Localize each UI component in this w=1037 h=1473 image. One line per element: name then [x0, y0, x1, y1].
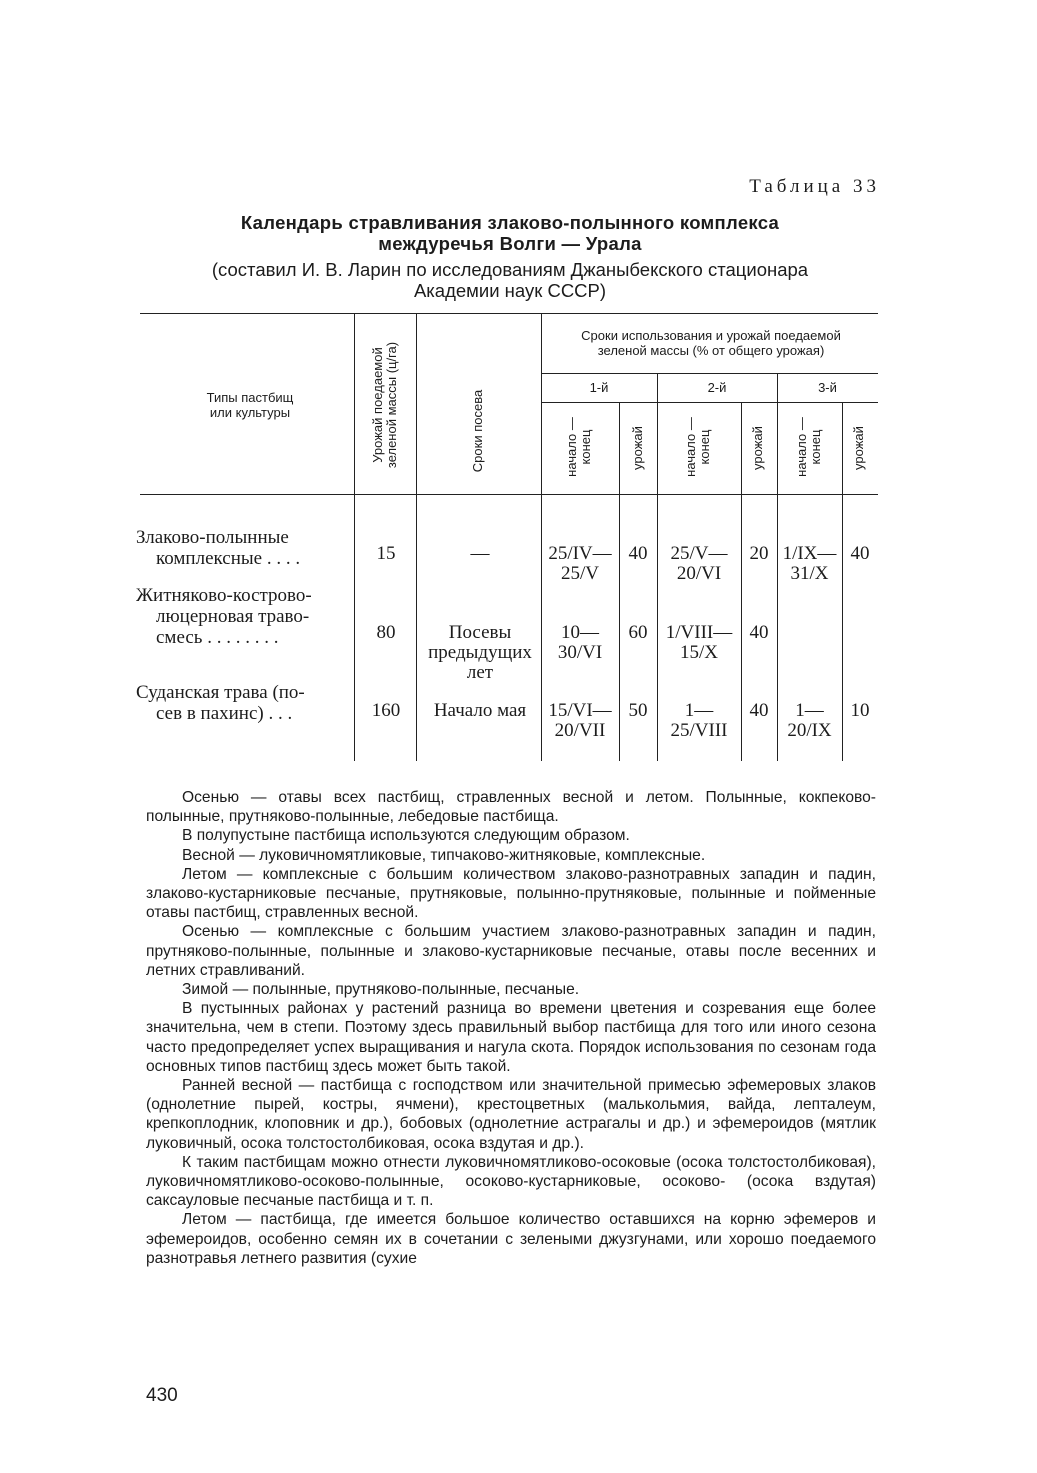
row-cycle-pct: 10	[850, 700, 870, 721]
table-header-rule	[140, 494, 878, 495]
row-cycle-dates	[541, 701, 619, 741]
header-start-end-line: конец	[578, 429, 593, 465]
table-subtitle	[140, 259, 880, 301]
table-label: Таблица 33	[749, 176, 880, 197]
row-type-line: Житняково-кострово-	[136, 585, 312, 606]
table-row-type	[136, 585, 348, 648]
page-number: 430	[146, 1385, 178, 1406]
row-sowing	[418, 544, 542, 564]
row-sowing	[418, 701, 542, 721]
body-text	[146, 788, 876, 1268]
row-type-line: люцерновая траво-	[156, 606, 310, 627]
table-title-line: Календарь стравливания злаково-полынного комплекса	[240, 212, 780, 233]
table-subtitle-line: (составил И. В. Ларин по исследованиям Джаныбекского стационара	[211, 259, 809, 280]
table-subtitle-line: Академии наук СССР)	[413, 280, 607, 301]
row-cycle-dates	[777, 701, 842, 741]
paragraph: Летом — комплексные с большим количеством злаково-разнотравных западин и падин, злаково-кустарниковые песчаные, прутняковые, полынно-прутняковые, полынные и пойменные отавы пастбищ, стравленных весной.	[146, 865, 876, 922]
row-type-line: комплексные . . . .	[156, 548, 301, 569]
row-yield: 160	[371, 700, 401, 721]
row-sowing-line: Начало мая	[433, 700, 527, 721]
row-date-line: 20/VII	[554, 720, 606, 741]
row-date-line: 25/V	[561, 563, 599, 584]
header-start-end-line: начало —	[683, 417, 698, 477]
row-sowing	[418, 623, 542, 683]
cycle-rule	[541, 373, 878, 374]
header-terms-line: зеленой массы (% от общего урожая)	[597, 343, 825, 358]
row-cycle-dates	[657, 544, 741, 584]
table-title	[140, 212, 880, 254]
table-top-rule	[140, 313, 878, 314]
row-date-line: 1—	[795, 700, 824, 721]
header-start-end	[684, 392, 714, 502]
header-yield	[371, 320, 403, 490]
paragraph: В полупустыне пастбища используются следующим образом.	[182, 827, 630, 845]
header-cycle-2: 2-й	[707, 380, 727, 395]
row-cycle-dates	[777, 544, 842, 584]
row-date-line: 25/V—	[670, 543, 728, 564]
header-yield-pct: урожай	[630, 426, 645, 470]
paragraph: Весной — луковичномятликовые, типчаково-житняковые, комплексные.	[182, 846, 706, 864]
header-sowing: Сроки посева	[470, 389, 485, 473]
row-type-line: Злаково-полынные	[136, 527, 289, 548]
paragraph: В пустынных районах у растений разница во времени цветения и созревания еще более значительна, чем в степи. Поэтому здесь правильный выбор пастбища для того или иного сезона часто предопределяет успех выращивания и нагула скота. Порядок использования по сезонам года основных типов пастбищ здесь может быть такой.	[146, 1000, 876, 1075]
header-cycle-1: 1-й	[589, 380, 609, 395]
header-types-line: или культуры	[209, 405, 291, 420]
row-date-line: 10—	[561, 622, 599, 643]
col-divider	[416, 313, 417, 761]
header-start-end-line: конец	[808, 429, 823, 465]
row-type-line: смесь . . . . . . . .	[156, 627, 279, 648]
paragraph: Осенью — отавы всех пастбищ, стравленных весной и летом. Полынные, кокпеково-полынные, прутняково-полынные, лебедовые пастбища.	[146, 789, 876, 826]
paragraph: Осенью — комплексные с большим участием злаково-разнотравных западин и падин, прутняково-полынные, полынные и злаково-кустарниковые песчаные, отавы после весенних и летних стравливаний.	[146, 923, 876, 979]
table-row-type	[136, 527, 348, 569]
header-start-end-line: начало —	[794, 417, 809, 477]
row-cycle-dates	[541, 623, 619, 663]
row-cycle-pct: 40	[749, 700, 769, 721]
row-cycle-dates	[657, 623, 741, 663]
row-date-line: 31/X	[790, 563, 829, 584]
col-divider	[354, 313, 355, 761]
row-cycle-pct: 20	[749, 543, 769, 564]
header-types-line: Типы пастбищ	[206, 390, 294, 405]
row-date-line: 25/VIII	[670, 720, 728, 741]
table-row-type	[136, 682, 348, 724]
row-yield: 15	[376, 543, 396, 564]
header-start-end-line: конец	[697, 429, 712, 465]
row-date-line: 20/VI	[676, 563, 722, 584]
paragraph: Ранней весной — пастбища с господством или значительной примесью эфемеровых злаков (однолетние пырей, костры, ячмени), крестоцветных (малькольмия, вайда, лепталеум, крепкоплодник, клоповник и др.), бобовых (однолетние астрагалы и др.) и эфемероидов (мятлик луковичный, осока толстостолбиковая, осока вздутая и др.).	[146, 1077, 876, 1152]
header-yield-line: зеленой массы (ц/га)	[384, 341, 399, 469]
row-cycle-dates	[541, 544, 619, 584]
row-cycle-pct: 40	[628, 543, 648, 564]
paragraph: Зимой — полынные, прутняково-полынные, песчаные.	[182, 981, 580, 999]
row-type-line: сев в пахинс) . . .	[156, 703, 293, 724]
header-terms-line: Сроки использования и урожай поедаемой	[581, 328, 841, 343]
row-date-line: 20/IX	[787, 720, 832, 741]
row-date-line: 15/X	[680, 642, 718, 663]
row-cycle-pct: 50	[628, 700, 648, 721]
header-yield-line: Урожай поедаемой	[370, 347, 385, 463]
header-terms	[543, 328, 879, 358]
row-sowing-line: предыдущих	[428, 642, 532, 663]
row-yield: 80	[376, 622, 396, 643]
row-sowing-line: —	[470, 543, 490, 564]
row-cycle-pct: 40	[850, 543, 870, 564]
row-sowing-line: лет	[466, 662, 494, 683]
row-date-line: 1—	[684, 700, 714, 721]
row-date-line: 25/IV—	[548, 543, 612, 564]
header-yield-pct: урожай	[851, 426, 866, 470]
row-date-line: 1/IX—	[782, 543, 837, 564]
header-types	[150, 390, 350, 420]
row-date-line: 1/VIII—	[665, 622, 733, 643]
table-title-line: междуречья Волги — Урала	[378, 233, 642, 254]
header-yield-pct: урожай	[750, 426, 765, 470]
header-start-end-line: начало —	[564, 417, 579, 477]
header-start-end	[795, 392, 825, 502]
row-date-line: 15/VI—	[548, 700, 612, 721]
row-date-line: 30/VI	[557, 642, 603, 663]
header-start-end	[565, 392, 595, 502]
paragraph: К таким пастбищам можно отнести луковичномятликово-осоковые (осока толстостолбиковая), луковичномятликово-осоково-полынные, осоково-кустарниковые, осоково- (осока вздутая) саксауловые песчаные пастбища и т. п.	[146, 1153, 876, 1210]
row-type-line: Суданская трава (по-	[136, 682, 305, 703]
row-sowing-line: Посевы	[448, 622, 512, 643]
paragraph: Летом — пастбища, где имеется большое количество оставшихся на корню эфемеров и эфемероидов, особенно семян их в сочетании с зелеными джузгунами, или хорошо поедаемого разнотравья летнего развития (сухие	[146, 1211, 876, 1267]
row-cycle-pct: 60	[628, 622, 648, 643]
row-cycle-pct: 40	[749, 622, 769, 643]
row-cycle-dates	[657, 701, 741, 741]
header-cycle-3: 3-й	[818, 380, 837, 395]
